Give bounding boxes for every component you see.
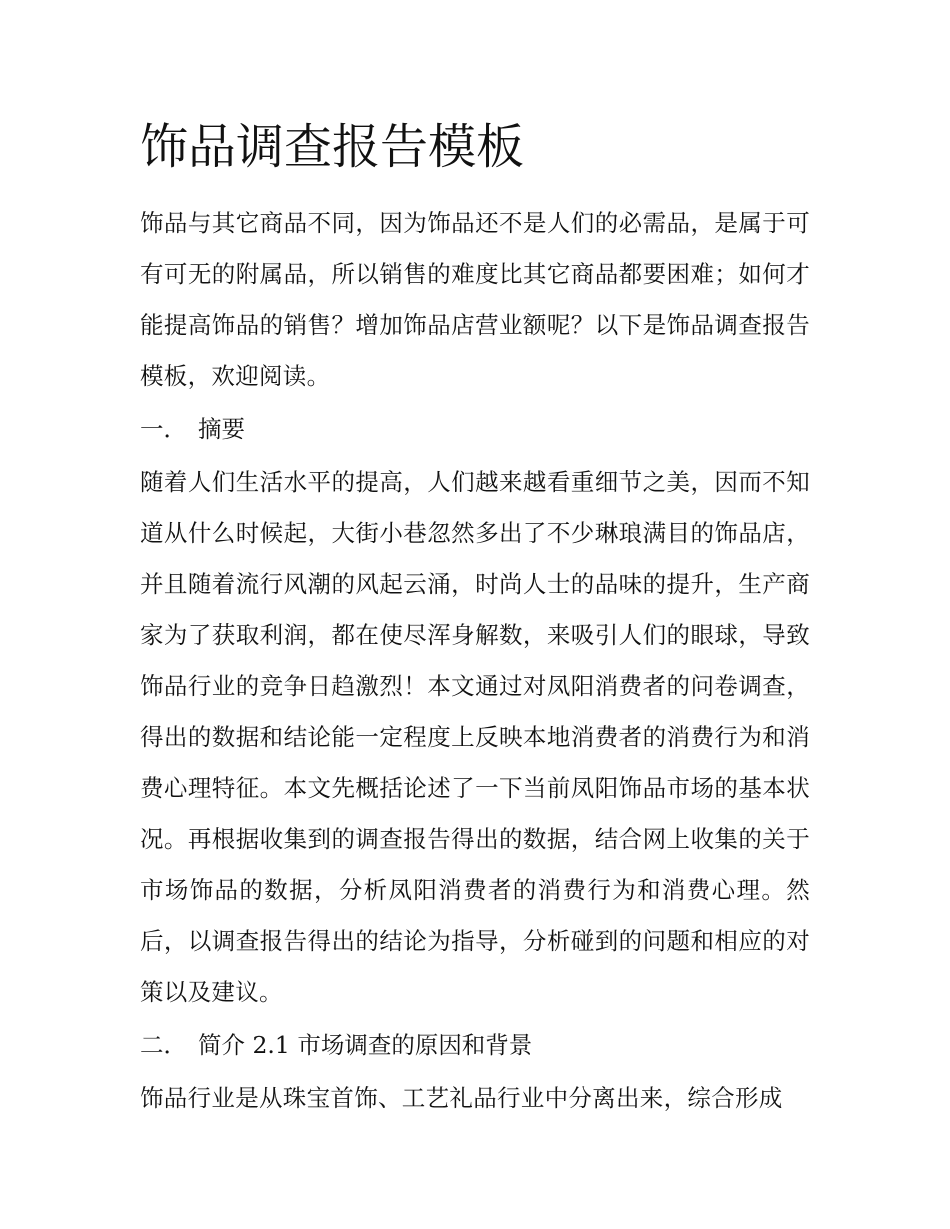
section-heading-text: 简介 2.1 市场调查的原因和背景	[198, 1031, 533, 1059]
section-heading-abstract	[140, 406, 810, 453]
section-heading-introduction	[140, 1022, 810, 1069]
abstract-paragraph: 随着人们生活水平的提高，人们越来越看重细节之美，因而不知道从什么时候起，大街小巷忽然多出了不少琳琅满目的饰品店，并且随着流行风潮的风起云涌，时尚人士的品味的提升，生产商家为了获取利润，都在使尽浑身解数，来吸引人们的眼球，导致饰品行业的竞争日趋激烈！本文通过对凤阳消费者的问卷调查，得出的数据和结论能一定程度上反映本地消费者的消费行为和消费心理特征。本文先概括论述了一下当前凤阳饰品市场的基本状况。再根据收集到的调查报告得出的数据，结合网上收集的关于市场饰品的数据，分析凤阳消费者的消费行为和消费心理。然后，以调查报告得出的结论为指导，分析碰到的问题和相应的对策以及建议。	[140, 468, 810, 1006]
section-number: 一．	[140, 415, 187, 443]
section-number: 二．	[140, 1031, 187, 1059]
document-title: 饰品调查报告模板	[140, 119, 525, 175]
introduction-paragraph: 饰品行业是从珠宝首饰、工艺礼品行业中分离出来，综合形成	[140, 1084, 783, 1112]
section-heading-text: 摘要	[198, 415, 245, 443]
intro-paragraph: 饰品与其它商品不同，因为饰品还不是人们的必需品，是属于可有可无的附属品，所以销售的难度比其它商品都要困难；如何才能提高饰品的销售？增加饰品店营业额呢？以下是饰品调查报告模板，欢迎阅读。	[140, 209, 810, 390]
document-body	[140, 198, 810, 1128]
